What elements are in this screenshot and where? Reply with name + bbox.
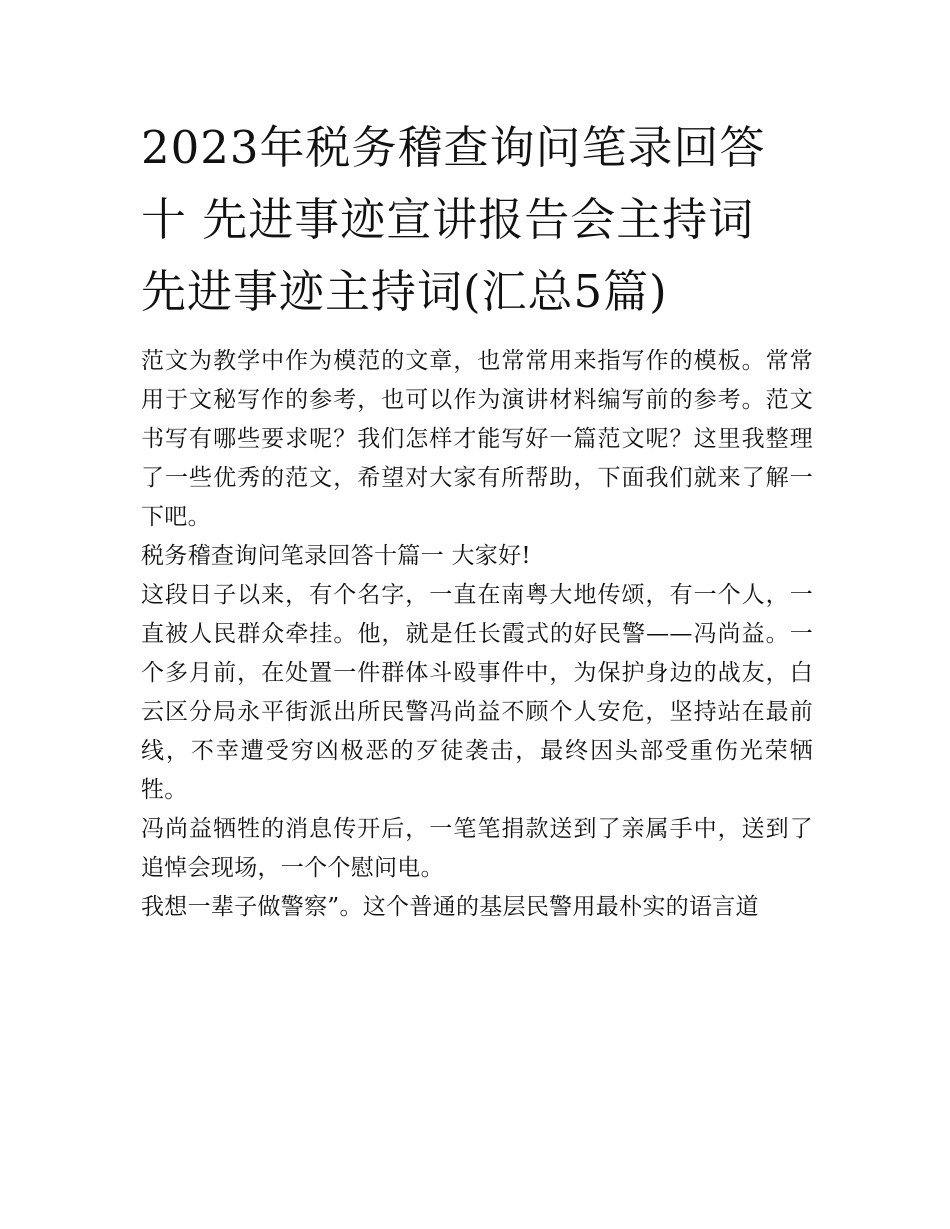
document-page <box>141 112 813 927</box>
title-line-3: 先进事迹主持词(汇总5篇) <box>141 265 668 318</box>
document-title <box>141 112 813 328</box>
title-line-2: 十 先进事迹宣讲报告会主持词 <box>141 193 755 246</box>
body-paragraph: 我想一辈子做警察”。这个普通的基层民警用最朴实的语言道 <box>141 894 759 920</box>
body-paragraph: 冯尚益牺牲的消息传开后，一笔笔捐款送到了亲属手中，送到了追悼会现场，一个个慰问电。 <box>141 816 813 881</box>
section-heading: 税务稽查询问笔录回答十篇一 大家好! <box>141 543 531 569</box>
intro-paragraph: 范文为教学中作为模范的文章，也常常用来指写作的模板。常常用于文秘写作的参考，也可以作为演讲材料编写前的参考。范文书写有哪些要求呢？我们怎样才能写好一篇范文呢？这里我整理了一些优秀的范文，希望对大家有所帮助，下面我们就来了解一下吧。 <box>141 348 813 530</box>
body-paragraph: 这段日子以来，有个名字，一直在南粤大地传颂，有一个人，一直被人民群众牵挂。他，就是任长霞式的好民警——冯尚益。一个多月前，在处置一件群体斗殴事件中，为保护身边的战友，白云区分局永平街派出所民警冯尚益不顾个人安危，坚持站在最前线，不幸遭受穷凶极恶的歹徒袭击，最终因头部受重伤光荣牺牲。 <box>141 582 813 803</box>
title-line-1: 2023年税务稽查询问笔录回答 <box>141 121 766 174</box>
